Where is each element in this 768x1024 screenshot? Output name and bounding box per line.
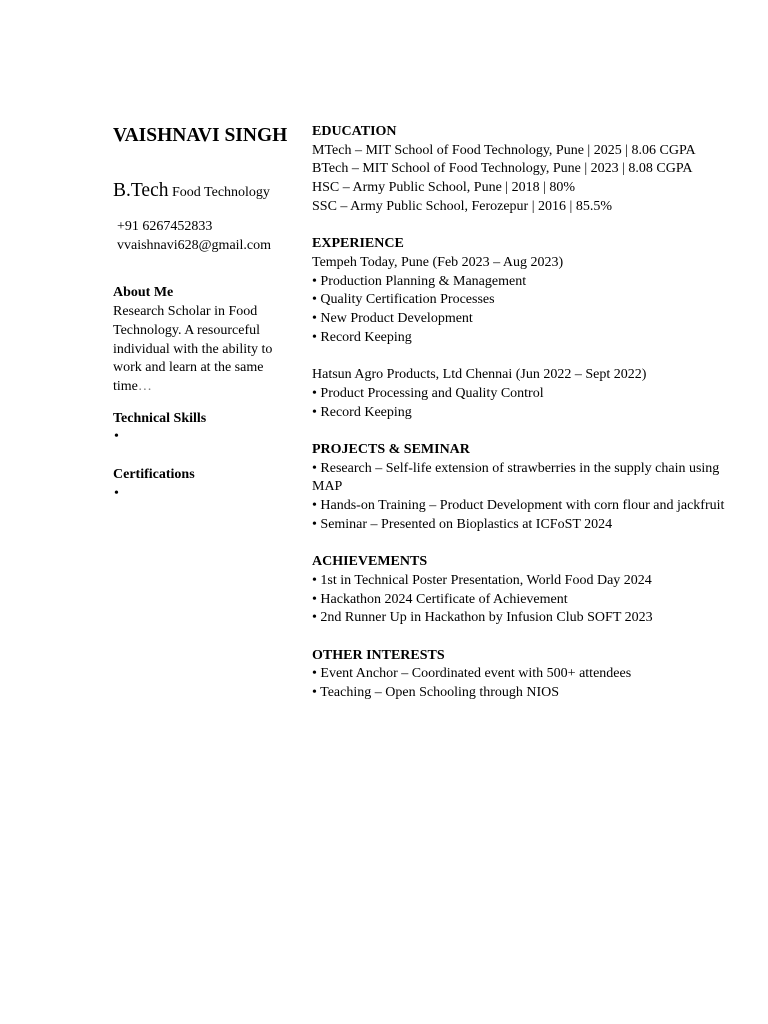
interests-heading: OTHER INTERESTS — [312, 647, 445, 663]
about-ellipsis: … — [137, 378, 152, 394]
about-heading: About Me — [113, 285, 174, 301]
projects-heading: PROJECTS & SEMINAR — [312, 441, 470, 457]
interest-item: • Event Anchor – Coordinated event with 500+ attendees — [312, 666, 632, 682]
about-section — [113, 284, 303, 396]
interest-item: • Teaching – Open Schooling through NIOS — [312, 685, 560, 701]
certifications-bullet: • — [114, 485, 119, 501]
left-column — [113, 123, 303, 503]
projects-section — [312, 441, 732, 535]
about-text — [113, 303, 283, 397]
technical-skills-heading: Technical Skills — [113, 410, 207, 426]
technical-skills-bullet: • — [114, 429, 119, 445]
education-item: MTech – MIT School of Food Technology, Pune | 2025 | 8.06 CGPA — [312, 142, 696, 158]
project-item: • Research – Self-life extension of strawberries in the supply chain using MAP — [312, 460, 720, 495]
project-item: • Seminar – Presented on Bioplastics at ICFoST 2024 — [312, 516, 613, 532]
spacer — [312, 347, 732, 366]
experience-heading: EXPERIENCE — [312, 236, 404, 252]
degree-main: B.Tech — [113, 180, 169, 201]
interests-section — [312, 647, 732, 703]
certifications-section — [113, 466, 303, 503]
candidate-name: VAISHNAVI SINGH — [113, 125, 288, 146]
contact-info — [113, 218, 303, 255]
job-bullet: • Production Planning & Management — [312, 273, 527, 289]
job-heading: Tempeh Today, Pune (Feb 2023 – Aug 2023) — [312, 254, 564, 270]
email-address: vvaishnavi628@gmail.com — [117, 237, 272, 253]
technical-skills-section — [113, 410, 303, 447]
achievement-item: • 1st in Technical Poster Presentation, World Food Day 2024 — [312, 572, 652, 588]
job-bullet: • Record Keeping — [312, 404, 412, 420]
education-heading: EDUCATION — [312, 124, 397, 139]
job-bullet: • Product Processing and Quality Control — [312, 385, 544, 401]
achievements-section — [312, 553, 732, 628]
job-heading: Hatsun Agro Products, Ltd Chennai (Jun 2022 – Sept 2022) — [312, 367, 647, 383]
degree — [113, 179, 303, 205]
job-bullet: • Record Keeping — [312, 329, 412, 345]
education-section — [312, 123, 732, 217]
education-item: BTech – MIT School of Food Technology, Pune | 2023 | 8.08 CGPA — [312, 161, 693, 177]
phone-number: +91 6267452833 — [117, 219, 213, 234]
right-column — [312, 123, 732, 721]
experience-section — [312, 235, 732, 422]
achievement-item: • 2nd Runner Up in Hackathon by Infusion Club SOFT 2023 — [312, 610, 653, 626]
job-bullet: • New Product Development — [312, 311, 473, 327]
degree-field: Food Technology — [172, 185, 270, 200]
job-bullet: • Quality Certification Processes — [312, 292, 495, 308]
education-item: SSC – Army Public School, Ferozepur | 2016 | 85.5% — [312, 198, 612, 214]
achievement-item: • Hackathon 2024 Certificate of Achievement — [312, 591, 568, 607]
about-body: Research Scholar in Food Technology. A resourceful individual with the ability to work and learn at the same time — [113, 304, 273, 394]
achievements-heading: ACHIEVEMENTS — [312, 554, 428, 570]
certifications-heading: Certifications — [113, 467, 195, 483]
education-item: HSC – Army Public School, Pune | 2018 | 80% — [312, 180, 576, 196]
project-item: • Hands-on Training – Product Development with corn flour and jackfruit — [312, 498, 725, 514]
